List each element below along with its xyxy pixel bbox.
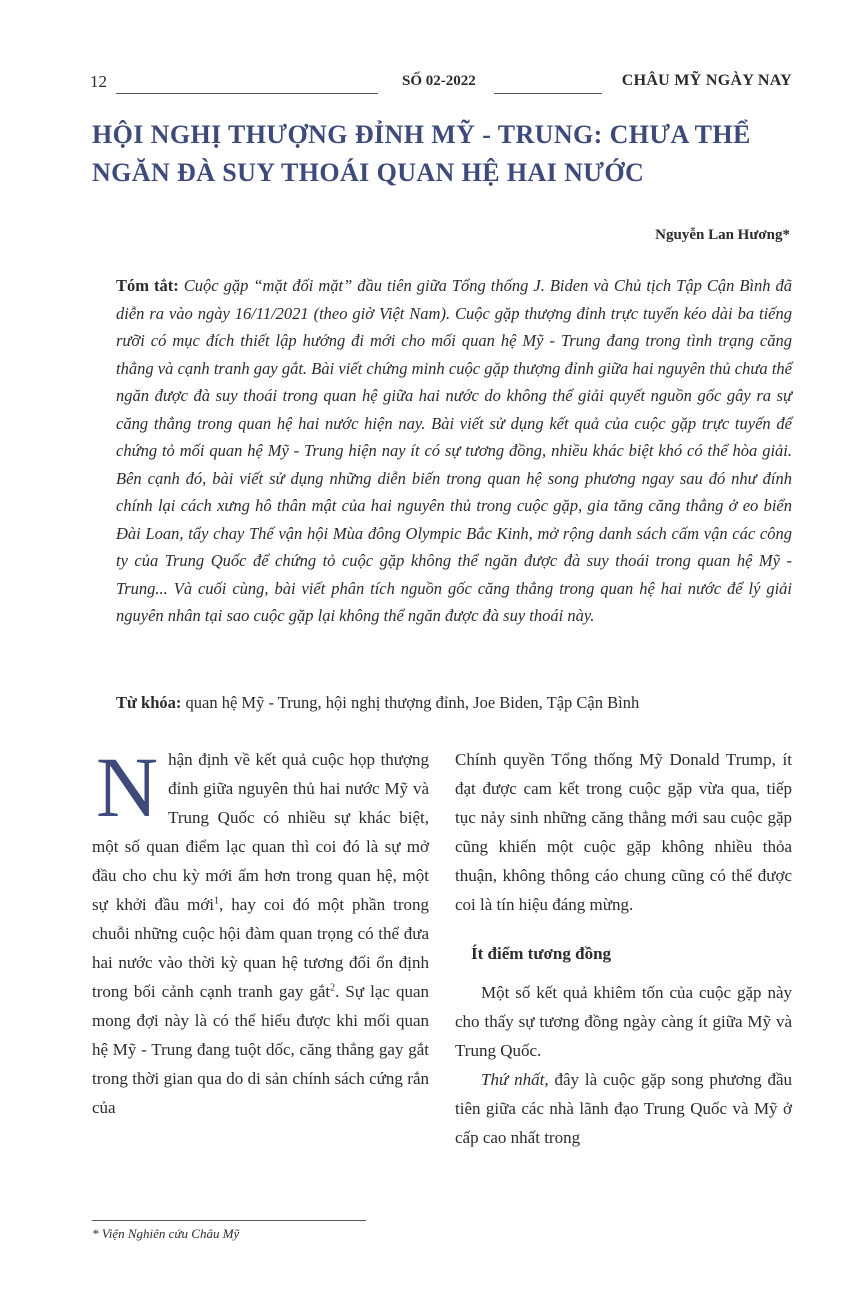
abstract-text: Cuộc gặp “mặt đối mặt” đầu tiên giữa Tổng thống J. Biden và Chủ tịch Tập Cận Bình đã diễn ra vào ngày 16/11/2021 (theo giờ Việt Nam). Cuộc gặp thượng đỉnh trực tuyến kéo dài ba tiếng rưỡi có mục đích thiết lập hướng đi mới cho mối quan hệ Mỹ - Trung đang trong tình trạng căng thẳng và cạnh tranh gay gắt. Bài viết chứng minh cuộc gặp thượng đỉnh giữa hai nguyên thủ chưa thể ngăn được đà suy thoái trong quan hệ giữa hai nước do không thể giải quyết nguồn gốc gây ra sự căng thẳng trong quan hệ hai nước hiện nay. Bài viết sử dụng kết quả của cuộc gặp trực tuyến để chứng tỏ mối quan hệ Mỹ - Trung hiện nay ít có sự tương đồng, nhiều khác biệt khó có thể hòa giải. Bên cạnh đó, bài viết sử dụng những diễn biến trong quan hệ song phương ngay sau đó như đính chính lại cách xưng hô thân mật của hai nguyên thủ trong cuộc gặp, gia tăng căng thẳng ở eo biển Đài Loan, tẩy chay Thế vận hội Mùa đông Olympic Bắc Kinh, mở rộng danh sách cấm vận các công ty của Trung Quốc để chứng tỏ cuộc gặp không thể ngăn được đà suy thoái trong quan hệ Mỹ - Trung... Và cuối cùng, bài viết phân tích nguồn gốc căng thẳng trong quan hệ hai nước để lý giải nguyên nhân tại sao cuộc gặp lại không thể ngăn được đà suy thoái này. <box>116 276 793 625</box>
header-rule-left <box>116 93 378 94</box>
article-title: HỘI NGHỊ THƯỢNG ĐỈNH MỸ - TRUNG: CHƯA THỂ NGĂN ĐÀ SUY THOÁI QUAN HỆ HAI NƯỚC <box>92 120 751 187</box>
keywords <box>116 690 792 716</box>
body-paragraph-continued: Chính quyền Tổng thống Mỹ Donald Trump, ít đạt được cam kết trong cuộc gặp vừa qua, tiếp tục nảy sinh những căng thẳng mới sau cuộc gặp cũng khiến một cuộc gặp không nhiều thỏa thuận, không thông cáo chung cũng có thể được coi là tín hiệu đáng mừng. <box>455 750 792 914</box>
page-number: 12 <box>90 72 107 91</box>
author-name: Nguyễn Lan Hương* <box>655 227 790 243</box>
footnote-ref-1[interactable]: 1 <box>214 895 220 907</box>
header-rule-middle <box>494 93 602 94</box>
abstract-label: Tóm tắt: <box>116 276 179 295</box>
journal-name: CHÂU MỸ NGÀY NAY <box>621 72 792 89</box>
para1-part-b: , hay coi đó một phần trong chuỗi những cuộc hội đàm quan trọng có thể đưa hai nước vào thời kỳ quan hệ tương đối ổn định trong bối cảnh cạnh tranh gay gắt <box>92 895 429 1001</box>
body-column-left <box>92 739 429 1122</box>
para3-text: , đây là cuộc gặp song phương đầu tiên giữa các nhà lãnh đạo Trung Quốc và Mỹ ở cấp cao nhất trong <box>455 1070 792 1147</box>
keywords-label: Từ khóa: <box>116 693 182 712</box>
body-paragraph-2: Một số kết quả khiêm tốn của cuộc gặp này cho thấy sự tương đồng ngày càng ít giữa Mỹ và Trung Quốc. <box>455 983 792 1060</box>
para3-emphasis: Thứ nhất <box>481 1070 545 1089</box>
para1-part-a: hận định về kết quả cuộc họp thượng đỉnh giữa nguyên thủ hai nước Mỹ và Trung Quốc có nhiều sự khác biệt, một số quan điểm lạc quan thì coi đó là sự mở đầu cho chu kỳ mới ấm hơn trong quan hệ, một sự khởi đầu mới <box>92 750 429 914</box>
abstract <box>116 272 792 630</box>
issue-number: SỐ 02-2022 <box>402 73 476 89</box>
footnote-rule <box>92 1220 366 1221</box>
footnote-ref-2[interactable]: 2 <box>330 982 336 994</box>
section-heading: Ít điểm tương đồng <box>471 944 612 963</box>
running-header <box>90 72 792 98</box>
body-column-right <box>455 745 792 1152</box>
body-paragraph-3 <box>455 1065 792 1152</box>
footnote: * Viện Nghiên cứu Châu Mỹ <box>92 1226 240 1241</box>
keywords-text: quan hệ Mỹ - Trung, hội nghị thượng đỉnh, Joe Biden, Tập Cận Bình <box>185 693 640 712</box>
body-paragraph-1 <box>92 739 429 1122</box>
para1-part-c: . Sự lạc quan mong đợi này là có thể hiểu được khi mối quan hệ Mỹ - Trung đang tuột dốc, căng thẳng gay gắt trong thời gian qua do di sản chính sách cứng rắn của <box>92 982 429 1117</box>
drop-cap: N <box>96 739 159 835</box>
